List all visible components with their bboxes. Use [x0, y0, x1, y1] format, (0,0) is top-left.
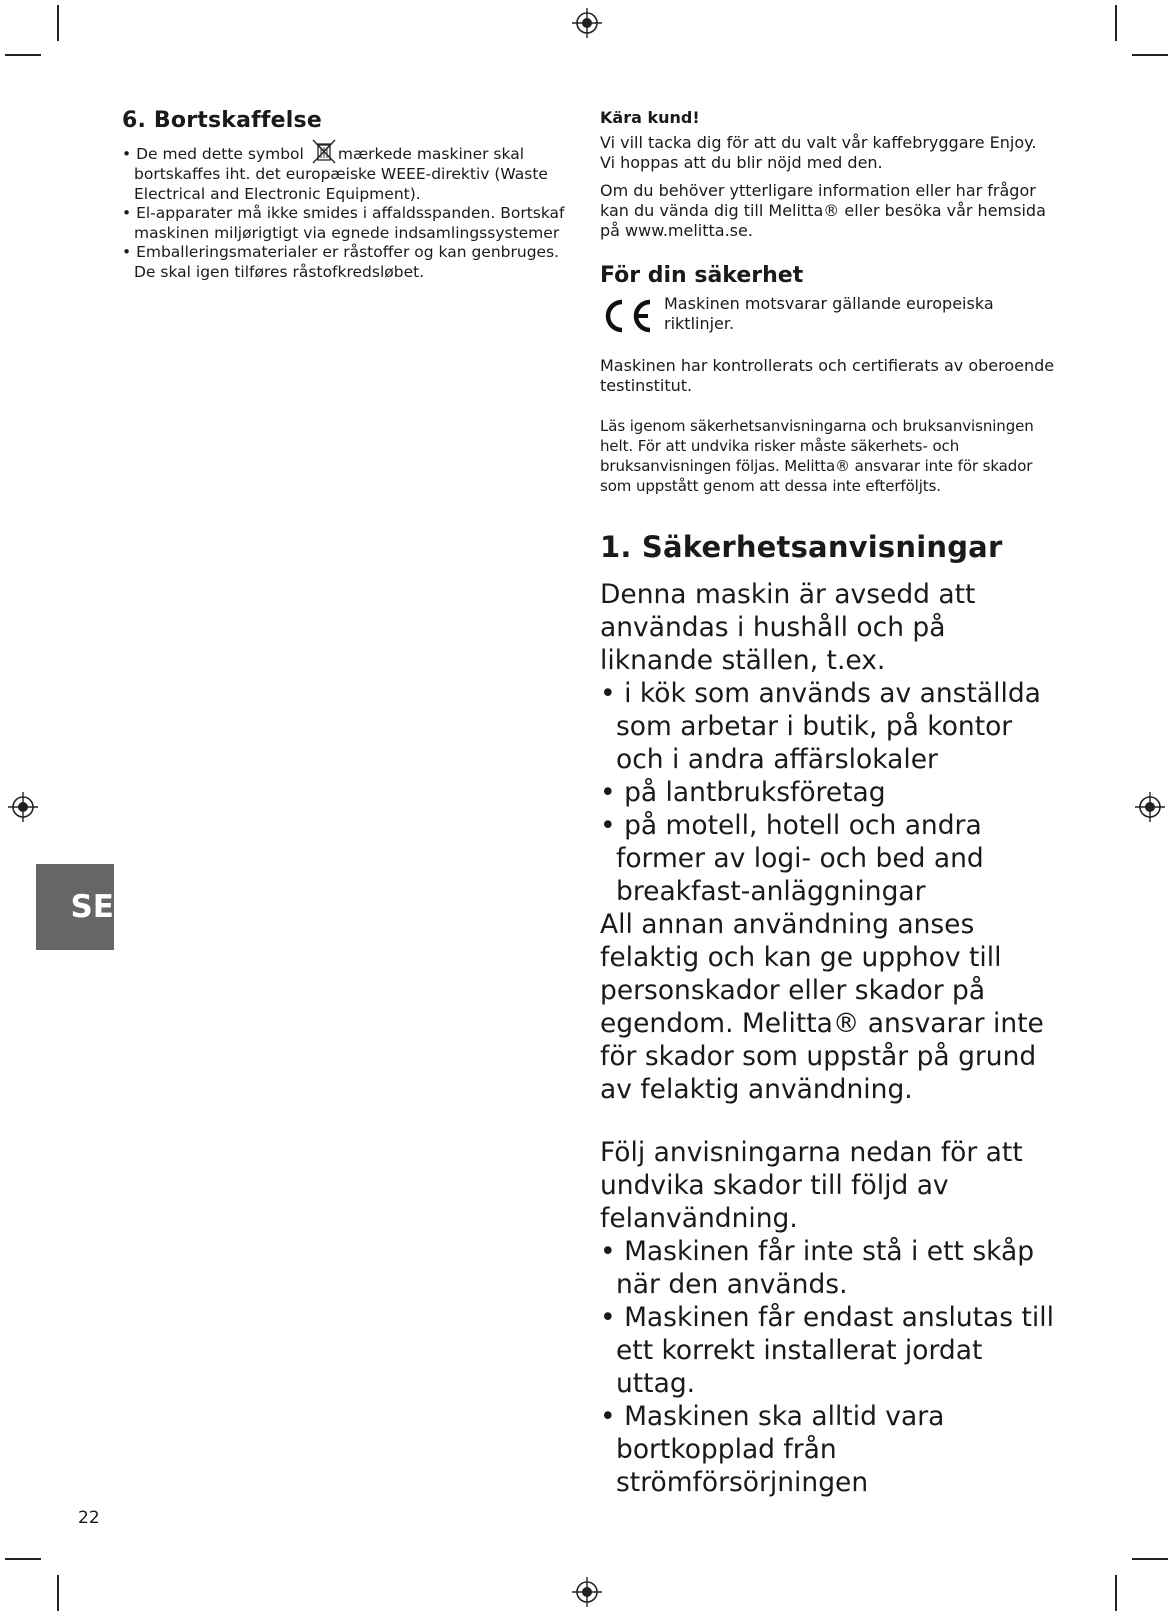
ce-text: Maskinen motsvarar gällande europeiska riktlinjer. — [664, 294, 994, 333]
crop-mark — [1115, 1575, 1117, 1611]
crop-mark — [57, 1575, 59, 1611]
greeting: Kära kund! — [600, 108, 700, 127]
registration-mark-icon — [1135, 792, 1165, 822]
crossed-bin-icon — [310, 137, 338, 165]
list-item: • El-apparater må ikke smides i affaldsspanden. Bortskaf maskinen miljørigtigt via egnede indsamlingssystemer — [122, 204, 572, 243]
contact-paragraph: Om du behöver ytterligare information eller har frågor kan du vända dig till Melitta® eller besöka vår hemsida på www.melitta.se. — [600, 181, 1046, 240]
places-list — [600, 677, 1055, 908]
crop-mark — [5, 54, 41, 56]
safety-heading: För din säkerhet — [600, 263, 804, 288]
list-item: • Maskinen får endast anslutas till ett korrekt installerat jordat uttag. — [600, 1301, 1055, 1400]
follow-paragraph: Följ anvisningarna nedan för att undvika skador till följd av felanvändning. — [600, 1137, 1023, 1234]
list-item: • på motell, hotell och andra former av logi- och bed and breakfast-anläggningar — [600, 809, 1055, 908]
language-tab-label: SE — [70, 889, 114, 925]
crop-mark — [1132, 54, 1168, 56]
crop-mark — [1115, 5, 1117, 41]
crop-mark — [1132, 1558, 1168, 1560]
symbol-text-before: De med dette symbol — [136, 145, 304, 163]
rules-list — [600, 1235, 1055, 1499]
registration-mark-icon — [572, 8, 602, 38]
crop-mark — [5, 1558, 41, 1560]
list-item: • Maskinen ska alltid vara bortkopplad från strömförsörjningen — [600, 1400, 1055, 1499]
language-tab — [36, 864, 114, 950]
list-item: • Emballeringsmaterialer er råstoffer og kan genbruges. De skal igen tilføres råstofkredsløbet. — [122, 243, 572, 282]
ce-mark-icon — [600, 296, 656, 336]
registration-mark-icon — [8, 792, 38, 822]
page-number: 22 — [78, 1508, 100, 1528]
list-item — [122, 137, 572, 204]
certified-paragraph: Maskinen har kontrollerats och certifierats av oberoende testinstitut. — [600, 356, 1055, 395]
ce-statement — [600, 294, 1055, 336]
misuse-paragraph: All annan användning anses felaktig och kan ge upphov till personskador eller skador på egendom. Melitta® ansvarar inte för skador som uppstår på grund av felaktig användning. — [600, 909, 1044, 1105]
safety-instructions-heading: 1. Säkerhetsanvisningar — [600, 530, 1003, 564]
list-item: • på lantbruksföretag — [600, 776, 1055, 809]
intro-paragraph: Vi vill tacka dig för att du valt vår kaffebryggare Enjoy. Vi hoppas att du blir nöjd med den. — [600, 133, 1037, 172]
symbol-text-after: mærkede maskiner skal bortskaffes iht. det europæiske WEEE-direktiv (Waste Electrical and Electronic Equipment). — [134, 145, 548, 203]
disposal-section — [122, 108, 572, 282]
intended-use-paragraph: Denna maskin är avsedd att användas i hushåll och på liknande ställen, t.ex. — [600, 579, 976, 676]
list-item: • i kök som används av anställda som arbetar i butik, på kontor och i andra affärslokaler — [600, 677, 1055, 776]
registration-mark-icon — [572, 1577, 602, 1607]
disposal-heading: 6. Bortskaffelse — [122, 108, 322, 133]
disposal-list — [122, 137, 572, 282]
list-item: • Maskinen får inte stå i ett skåp när den används. — [600, 1235, 1055, 1301]
intro-section — [600, 108, 1055, 1499]
crop-mark — [57, 5, 59, 41]
read-instructions-paragraph: Läs igenom säkerhetsanvisningarna och bruksanvisningen helt. För att undvika risker måste säkerhets- och bruksanvisningen följas. Melitta® ansvarar inte för skador som uppstått genom att dessa inte efterföljts. — [600, 417, 1034, 495]
